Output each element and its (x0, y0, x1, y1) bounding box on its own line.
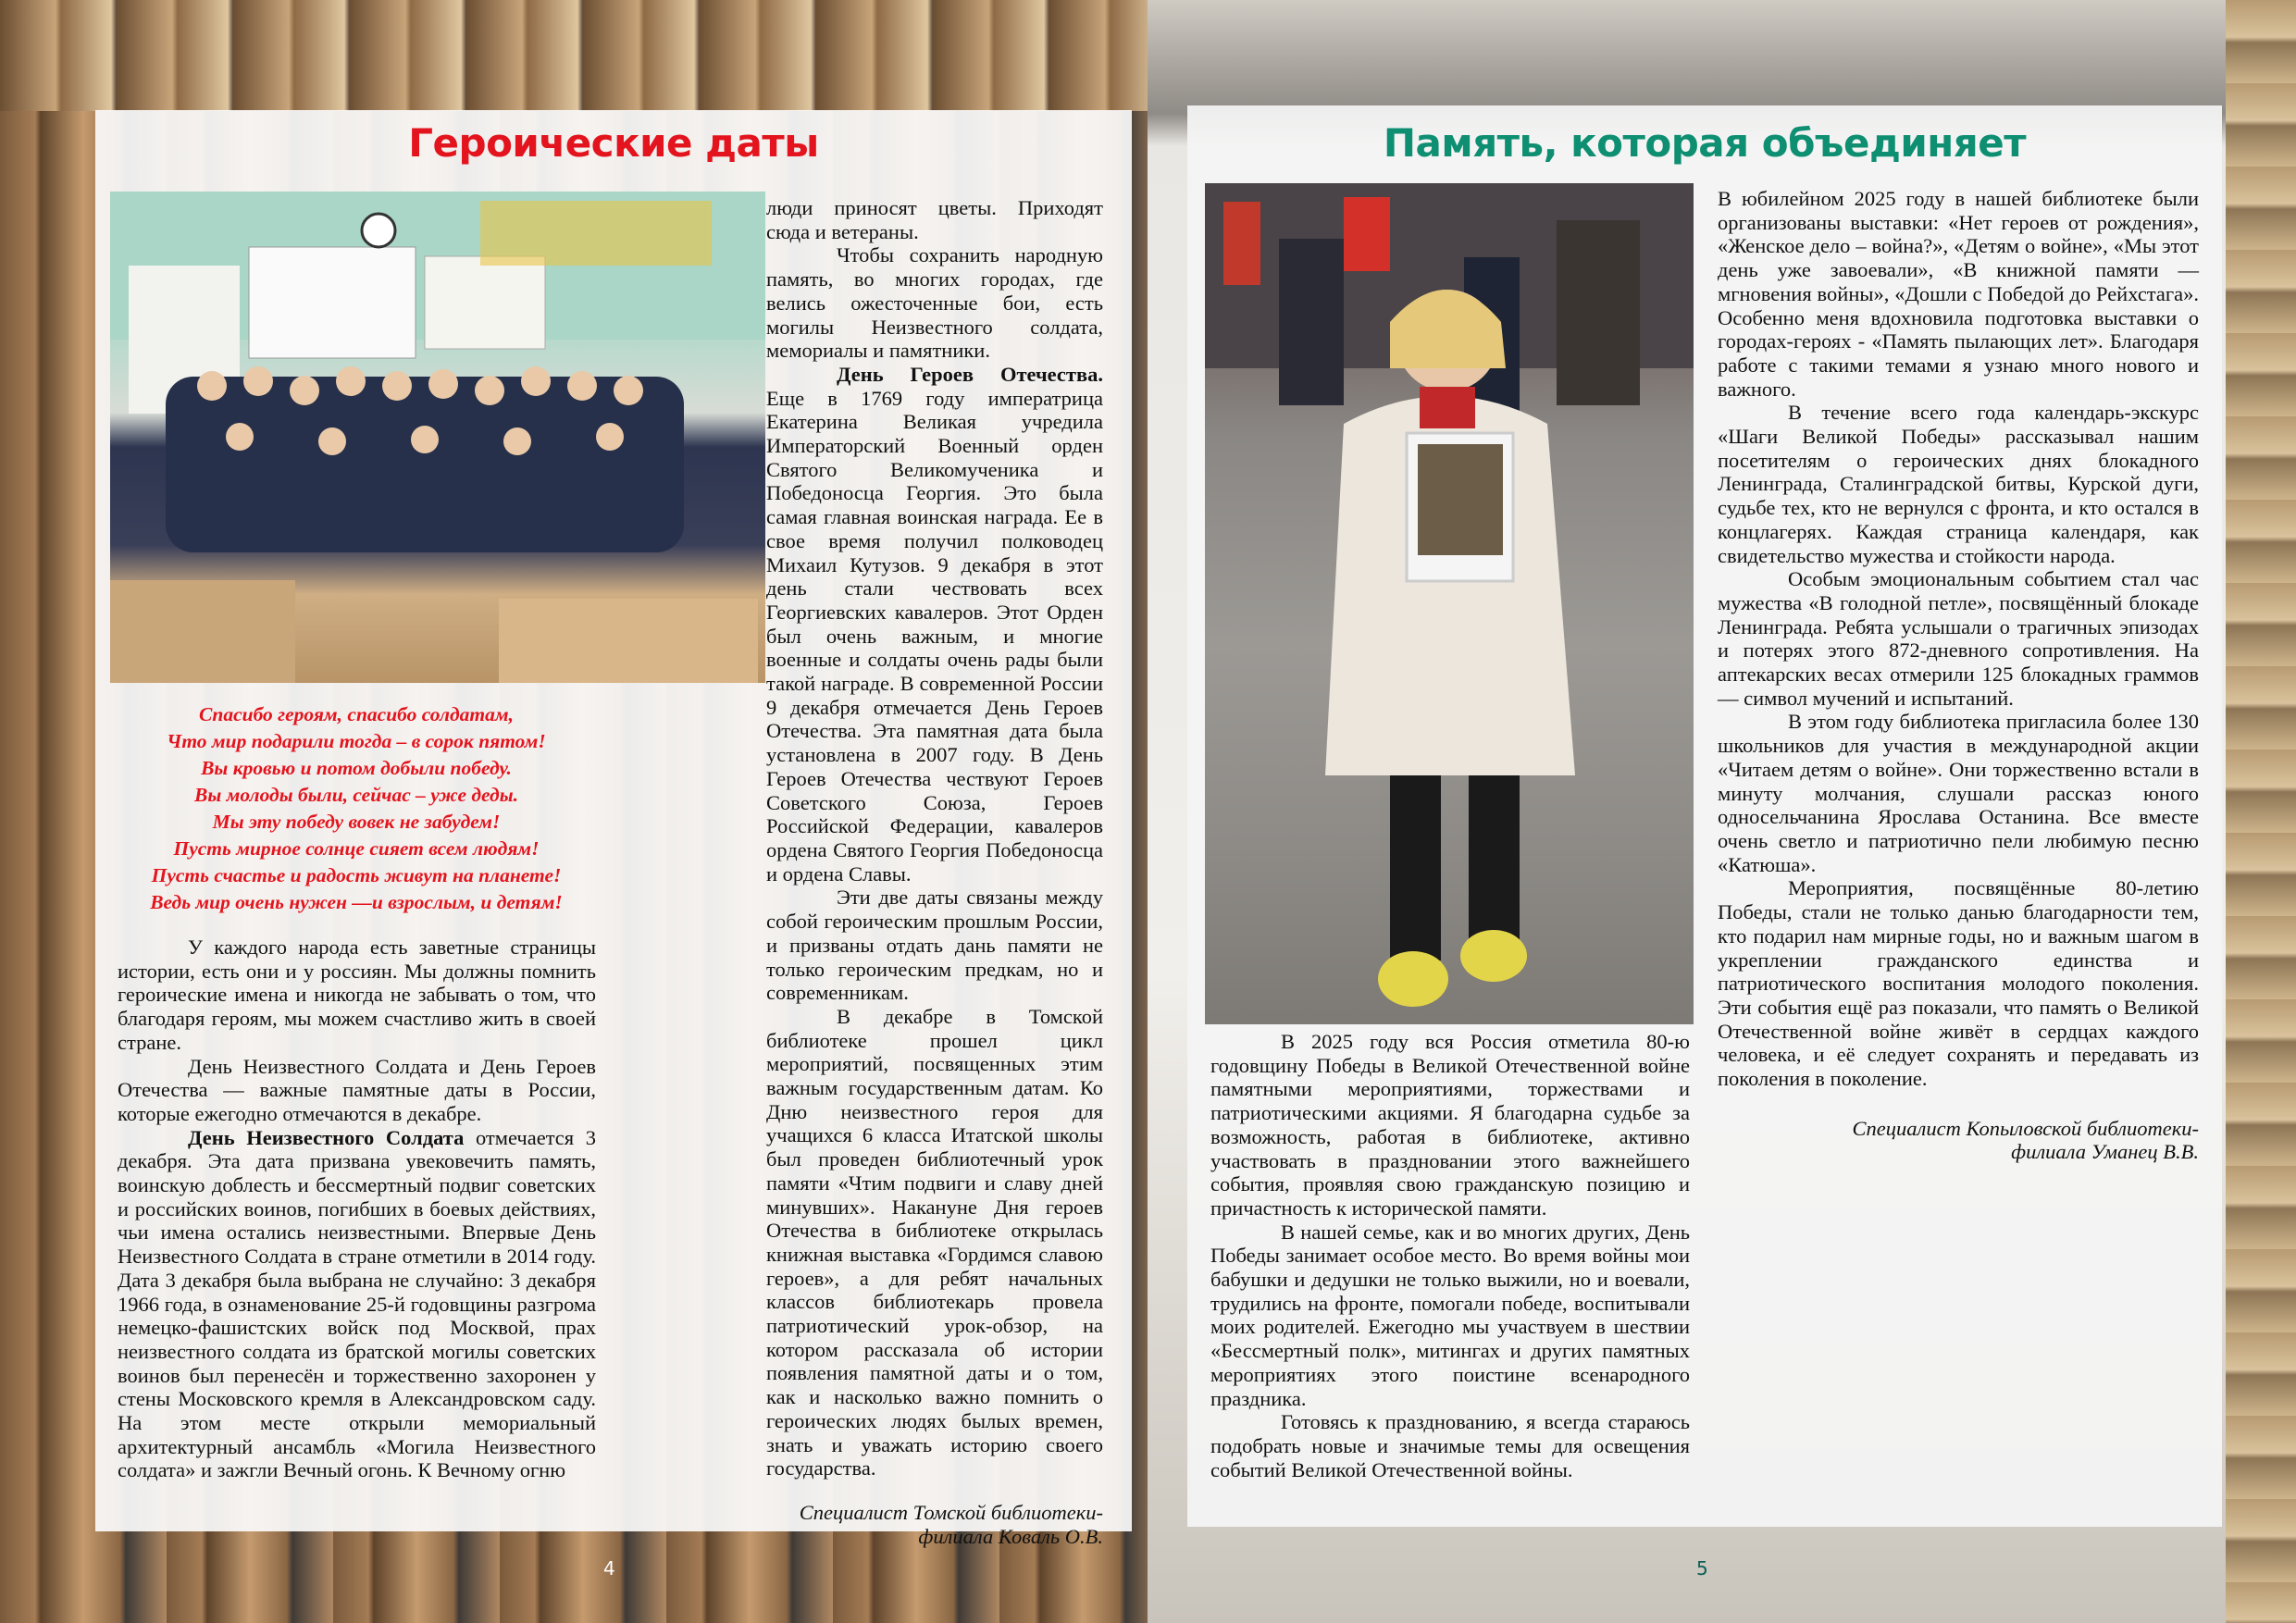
paragraph: Эти две даты связаны между собой героическим прошлым России, и призваны отдать дань памяти не только героическим предкам, но и современникам. (766, 886, 1103, 1005)
left-page-title: Героические даты (408, 120, 819, 166)
paragraph: В этом году библиотека пригласила более 130 школьников для участия в международной акции «Читаем детям о войне». Они торжественно встали в минуту молчания, слушали рассказ юного односельчанина Ярослава Останина. Все вместе очень светло и патриотично пели любимую песню «Катюша». (1718, 710, 2199, 876)
woman-with-portrait-photo (1205, 183, 1694, 1024)
poem-line: Мы эту победу вовек не забудем! (212, 811, 501, 833)
poem-line: Вы кровью и потом добыли победу. (201, 757, 512, 779)
classroom-photo (110, 192, 765, 683)
page-number-left: 4 (603, 1557, 615, 1580)
paragraph: В юбилейном 2025 году в нашей библиотеке были организованы выставки: «Нет героев от рождения», «Женское дело – война?», «Детям о войне», «Мы этот день уже завоевали», «В книжной памяти — мгновения войны», «Дошли с Победой до Рейхстага». Особенно меня вдохновила подготовка выставки о городах-героях - «Память пылающих лет». Благодаря работе с такими темами я узнаю много нового и важного. (1718, 187, 2199, 401)
author-signature: Специалист Томской библиотеки- (799, 1500, 1103, 1524)
paragraph: Мероприятия, посвящённые 80-летию Победы, стали не только данью благодарности тем, кто подарил нам мирные годы, но и важным шагом в укреплении гражданского единства и патриотического воспитания молодого поколения. Эти события ещё раз показали, что память о Великой Отечественной войне живёт в сердцах каждого человека, и её следует сохранять и передавать из поколения в поколение. (1718, 876, 2199, 1091)
background-books-right (2226, 0, 2296, 1623)
woman-photo-illustration (1205, 183, 1694, 1024)
page-number-right: 5 (1696, 1557, 1708, 1580)
paragraph (118, 1126, 596, 1483)
paragraph: люди приносят цветы. Приходят сюда и ветераны. (766, 196, 1103, 243)
right-page-title: Память, которая объединяет (1383, 120, 2027, 166)
author-signature: филиала Коваль О.В. (918, 1524, 1103, 1548)
paragraph: Готовясь к празднованию, я всегда стараюсь подобрать новые и значимые темы для освещения событий Великой Отечественной войны. (1210, 1410, 1690, 1481)
right-article-column (1718, 187, 2199, 1164)
paragraph (766, 363, 1103, 886)
paragraph: В нашей семье, как и во многих других, День Победы занимает особое место. Во время войны мои бабушки и дедушки не только выжили, но и воевали, трудились на фронте, помогали победе, воспитывали моих родителей. Ежегодно мы участвуем в шествии «Бессмертный полк», митингах и других памятных мероприятиях этого поистине всенародного праздника. (1210, 1220, 1690, 1410)
author-signature: Специалист Копыловской библиотеки- (1852, 1116, 2199, 1140)
poem-line: Спасибо героям, спасибо солдатам, (199, 703, 514, 725)
middle-article-column (766, 196, 1103, 1548)
paragraph: В декабре в Томской библиотеке прошел цикл мероприятий, посвященных этим важным государственным датам. Ко Дню неизвестного героя для учащихся 6 класса Итатской школы был проведен библиотечный урок памяти «Чтим подвиги и славу дней минувших». Накануне Дня героев Отечества в библиотеке открылась книжная выставка «Гордимся славою героев», а для ребят начальных классов библиотекарь провела патриотический урок-обзор, на котором рассказала об истории появления памятной даты и о том, как и насколько важно помнить о героических людях былых времен, знать и уважать историю своего государства. (766, 1004, 1103, 1481)
poem-line: Что мир подарили тогда – в сорок пятом! (167, 730, 546, 752)
author-signature: филиала Уманец В.В. (2011, 1140, 2199, 1164)
paragraph-text: отмечается 3 декабря. Эта дата призвана увековечить память, воинскую доблесть и бессмертный подвиг советских и российских воинов, погибших в боевых действиях, чьи имена остались неизвестными. Впервые День Неизвестного Солдата в стране отметили в 2014 году. Дата 3 декабря была выбрана не случайно: 3 декабря 1966 года, в ознаменование 25-й годовщины разгрома немецко-фашистских войск под Москвой, прах неизвестного солдата из братской могилы советских воинов был перенесён и торжественно захоронен у стены Московского кремля в Александровском саду. На этом месте открыли мемориальный архитектурный ансамбль «Могила Неизвестного солдата» и зажгли Вечный огонь. К Вечному огню (118, 1125, 596, 1482)
paragraph-lead: День Неизвестного Солдата (188, 1125, 465, 1149)
below-photo-column (1210, 1030, 1690, 1481)
poem-line: Вы молоды были, сейчас – уже деды. (193, 784, 518, 806)
paragraph: У каждого народа есть заветные страницы истории, есть они и у россиян. Мы должны помнить героические имена и никогда не забывать о том, что благодаря героям, мы можем счастливо жить в своей стране. (118, 935, 596, 1054)
left-article-column (118, 935, 596, 1482)
paragraph: В 2025 году вся Россия отметила 80-ю годовщину Победы в Великой Отечественной войне памятными мероприятиями, торжествами и патриотическими акциями. Я благодарна судьбе за возможность, работая в библиотеке, активно участвовать в праздновании этого важнейшего события, проявляя свою гражданскую позицию и причастность к исторической памяти. (1210, 1030, 1690, 1220)
paragraph: В течение всего года календарь-экскурс «Шаги Великой Победы» рассказывал нашим посетителям о героических днях блокадного Ленинграда, Сталинградской битвы, Курской дуги, судьбе тех, кто не вернулся с фронта, и кто остался в концлагерях. Каждая страница календаря, как свидетельство мужества и стойкости народа. (1718, 401, 2199, 567)
poem-line: Пусть мирное солнце сияет всем людям! (173, 837, 540, 860)
paragraph-lead: День Героев Отечества. (837, 362, 1103, 386)
paragraph-text: Еще в 1769 году императрица Екатерина Великая учредила Императорский Военный орден Святого Великомученика и Победоносца Георгия. Это была самая главная воинская награда. Ее в свое время получил полководец Михаил Кутузов. 9 декабря в этот день стали чествовать всех Георгиевских кавалеров. Этот Орден был очень важным, и многие военные и солдаты очень рады были такой награде. В современной России 9 декабря отмечается День Героев Отечества. Эта памятная дата была установлена в 2007 году. В День Героев Отечества чествуют Героев Советского Союза, Героев Российской Федерации, кавалеров ордена Святого Георгия Победоносца и ордена Славы. (766, 386, 1103, 886)
paragraph: Особым эмоциональным событием стал час мужества «В голодной петле», посвящённый блокаде Ленинграда. Ребята услышали о трагичных эпизодах и потерях этого 872-дневного сопротивления. На аптекарских весах отмерили 125 блокадных граммов — символ мучений и испытаний. (1718, 567, 2199, 710)
poem-line: Пусть счастье и радость живут на планете! (151, 864, 562, 886)
poem (110, 701, 602, 916)
paragraph: Чтобы сохранить народную память, во многих городах, где велись ожесточенные бои, есть могилы Неизвестного солдата, мемориалы и памятники. (766, 243, 1103, 363)
background-books-top (0, 0, 1148, 111)
poem-line: Ведь мир очень нужен —и взрослым, и детям! (150, 891, 563, 913)
classroom-photo-illustration (110, 192, 765, 683)
paragraph: День Неизвестного Солдата и День Героев Отечества — важные памятные даты в России, которые ежегодно отмечаются в декабре. (118, 1054, 596, 1125)
